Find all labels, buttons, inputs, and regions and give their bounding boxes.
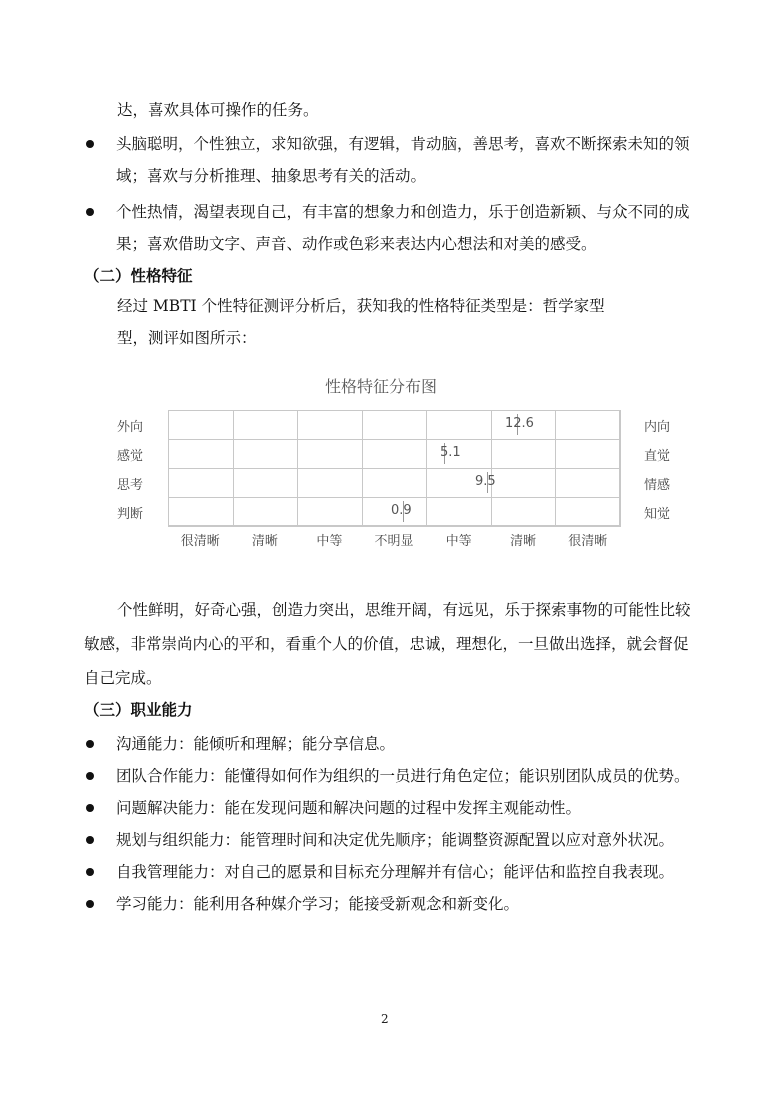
page-number: 2 — [381, 1012, 389, 1026]
bullet-text: 果；喜欢借助文字、声音、动作或色彩来表达内心想法和对美的感受。 — [116, 235, 597, 253]
text-line: 敏感，非常崇尚内心的平和，看重个人的价值，忠诚，理想化，一旦做出选择，就会督促 — [84, 635, 689, 653]
ability-item: 沟通能力：能倾听和理解；能分享信息。 — [116, 735, 396, 753]
section-heading: （二）性格特征 — [84, 267, 193, 285]
grid-cell — [297, 439, 363, 469]
bullet-text: 域；喜欢与分析推理、抽象思考有关的活动。 — [116, 167, 427, 185]
text-line: 经过 MBTI 个性特征测评分析后，获知我的性格特征类型是：哲学家型 — [117, 297, 605, 315]
grid-cell — [555, 410, 621, 440]
grid-cell — [555, 468, 621, 498]
grid-cell — [297, 468, 363, 498]
grid-cell — [362, 468, 428, 498]
bullet-dot — [86, 804, 94, 812]
x-tick-label: 中等 — [316, 534, 343, 549]
bullet-dot — [86, 900, 94, 908]
ability-item: 问题解决能力：能在发现问题和解决问题的过程中发挥主观能动性。 — [116, 799, 582, 817]
bullet-text: 个性热情，渴望表现自己，有丰富的想象力和创造力，乐于创造新颖、与众不同的成 — [116, 203, 690, 221]
grid-cell — [297, 497, 363, 527]
text-line: 型，测评如图所示： — [117, 329, 257, 347]
section-heading: （三）职业能力 — [84, 701, 193, 719]
value-label: 12.6 — [505, 415, 534, 431]
grid-cell — [297, 410, 363, 440]
right-trait-label: 内向 — [644, 419, 671, 435]
value-label: 5.1 — [440, 444, 461, 460]
grid-cell — [426, 410, 492, 440]
left-trait-label: 思考 — [117, 477, 144, 493]
left-trait-label: 判断 — [117, 506, 144, 522]
chart-title: 性格特征分布图 — [325, 377, 438, 396]
grid-cell — [426, 497, 492, 527]
grid-cell — [168, 468, 234, 498]
bullet-dot — [86, 836, 94, 844]
ability-item: 自我管理能力：对自己的愿景和目标充分理解并有信心；能评估和监控自我表现。 — [116, 863, 675, 881]
x-tick-label: 清晰 — [251, 534, 278, 549]
grid-cell — [168, 497, 234, 527]
grid-cell — [362, 439, 428, 469]
grid-cell — [233, 439, 299, 469]
grid-cell — [491, 439, 557, 469]
grid-cell — [168, 410, 234, 440]
bullet-dot — [86, 208, 94, 216]
left-trait-label: 外向 — [117, 419, 144, 435]
bullet-dot — [86, 772, 94, 780]
grid-cell — [555, 497, 621, 527]
bullet-dot — [86, 740, 94, 748]
x-tick-label: 很清晰 — [180, 534, 220, 549]
grid-cell — [168, 439, 234, 469]
right-trait-label: 情感 — [644, 477, 671, 493]
text-line: 达，喜欢具体可操作的任务。 — [117, 101, 319, 119]
value-label: 0.9 — [391, 502, 412, 518]
grid-cell — [233, 497, 299, 527]
x-tick-label: 很清晰 — [568, 534, 608, 549]
x-tick-label: 不明显 — [374, 534, 414, 549]
grid-cell — [491, 497, 557, 527]
grid-cell — [233, 410, 299, 440]
text-line: 个性鲜明，好奇心强，创造力突出，思维开阔，有远见，乐于探索事物的可能性比较 — [117, 601, 691, 619]
grid-cell — [362, 410, 428, 440]
bullet-dot — [86, 868, 94, 876]
ability-item: 规划与组织能力：能管理时间和决定优先顺序；能调整资源配置以应对意外状况。 — [116, 831, 675, 849]
bullet-text: 头脑聪明，个性独立，求知欲强，有逻辑，肯动脑，善思考，喜欢不断探索未知的领 — [116, 135, 690, 153]
grid-cell — [555, 439, 621, 469]
x-tick-label: 清晰 — [510, 534, 537, 549]
value-label: 9.5 — [475, 473, 496, 489]
grid-cell — [233, 468, 299, 498]
left-trait-label: 感觉 — [117, 448, 144, 464]
x-tick-label: 中等 — [445, 534, 472, 549]
bullet-dot — [86, 140, 94, 148]
ability-item: 团队合作能力：能懂得如何作为组织的一员进行角色定位；能识别团队成员的优势。 — [116, 767, 690, 785]
ability-item: 学习能力：能利用各种媒介学习；能接受新观念和新变化。 — [116, 895, 520, 913]
right-trait-label: 知觉 — [644, 506, 671, 522]
text-line: 自己完成。 — [84, 669, 162, 687]
grid-cell — [491, 468, 557, 498]
right-trait-label: 直觉 — [644, 448, 671, 464]
